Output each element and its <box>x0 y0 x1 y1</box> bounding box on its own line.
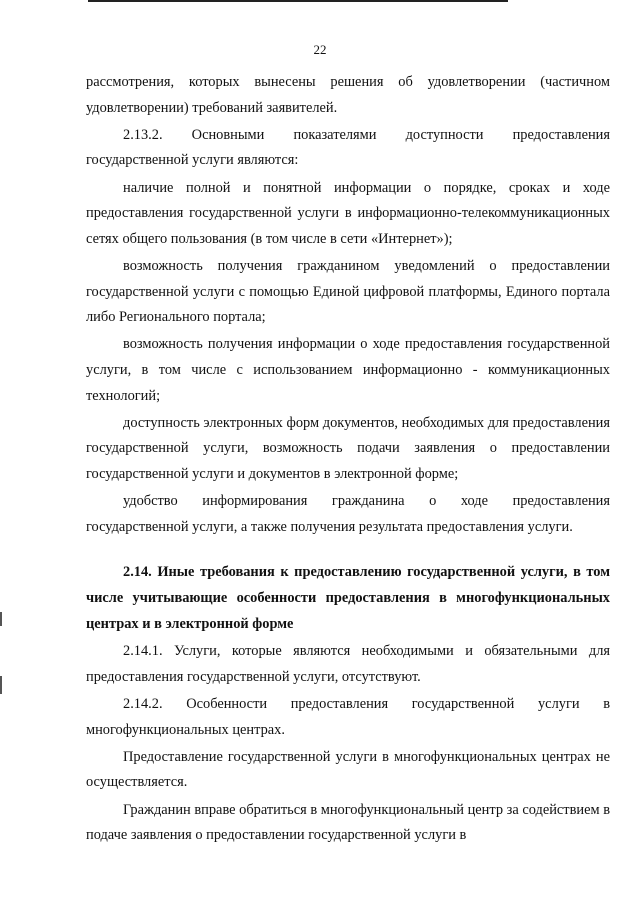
paragraph-2-14-1: 2.14.1. Услуги, которые являются необходимыми и обязательными для предоставления государственной услуги, отсутствуют. <box>86 643 610 685</box>
paragraph-continuation: рассмотрения, которых вынесены решения об удовлетворении (частичном удовлетворении) требований заявителей. <box>86 74 610 116</box>
paragraph-info-availability: наличие полной и понятной информации о порядке, сроках и ходе предоставления государственной услуги в информационно-телекоммуникационных сетях общего пользования (в том числе в сети «Интернет»); <box>86 179 610 247</box>
section-heading-2-14: 2.14. Иные требования к предоставлению государственной услуги, в том числе учитывающие особенности предоставления в многофункциональных центрах и в электронной форме <box>86 564 610 633</box>
paragraph-2-13-2: 2.13.2. Основными показателями доступности предоставления государственной услуги являются: <box>86 126 610 169</box>
top-border-line <box>88 0 508 2</box>
paragraph-mfc-not-provided: Предоставление государственной услуги в многофункциональных центрах не осуществляется. <box>86 748 610 791</box>
paragraph-notifications: возможность получения гражданином уведомлений о предоставлении государственной услуги с помощью Единой цифровой платформы, Единого портала либо Регионального портала; <box>86 257 610 326</box>
page-number: 22 <box>313 42 327 57</box>
paragraph-electronic-forms: доступность электронных форм документов, необходимых для предоставления государственной услуги, возможность подачи заявления о предоставлении государственной услуги и документов в электронной форме; <box>86 414 610 482</box>
paragraph-progress-info: возможность получения информации о ходе предоставления государственной услуги, в том числе с использованием информационно - коммуникационных технологий; <box>86 336 610 404</box>
document-body <box>86 70 610 850</box>
paragraph-mfc-assistance: Гражданин вправе обратиться в многофункциональный центр за содействием в подаче заявления о предоставлении государственной услуги в <box>86 801 610 844</box>
left-margin-mark-lower <box>0 676 2 694</box>
paragraph-convenience: удобство информирования гражданина о ходе предоставления государственной услуги, а также получения результата предоставления услуги. <box>86 493 610 535</box>
left-margin-mark-upper <box>0 612 2 626</box>
paragraph-2-14-2: 2.14.2. Особенности предоставления государственной услуги в многофункциональных центрах. <box>86 696 610 738</box>
